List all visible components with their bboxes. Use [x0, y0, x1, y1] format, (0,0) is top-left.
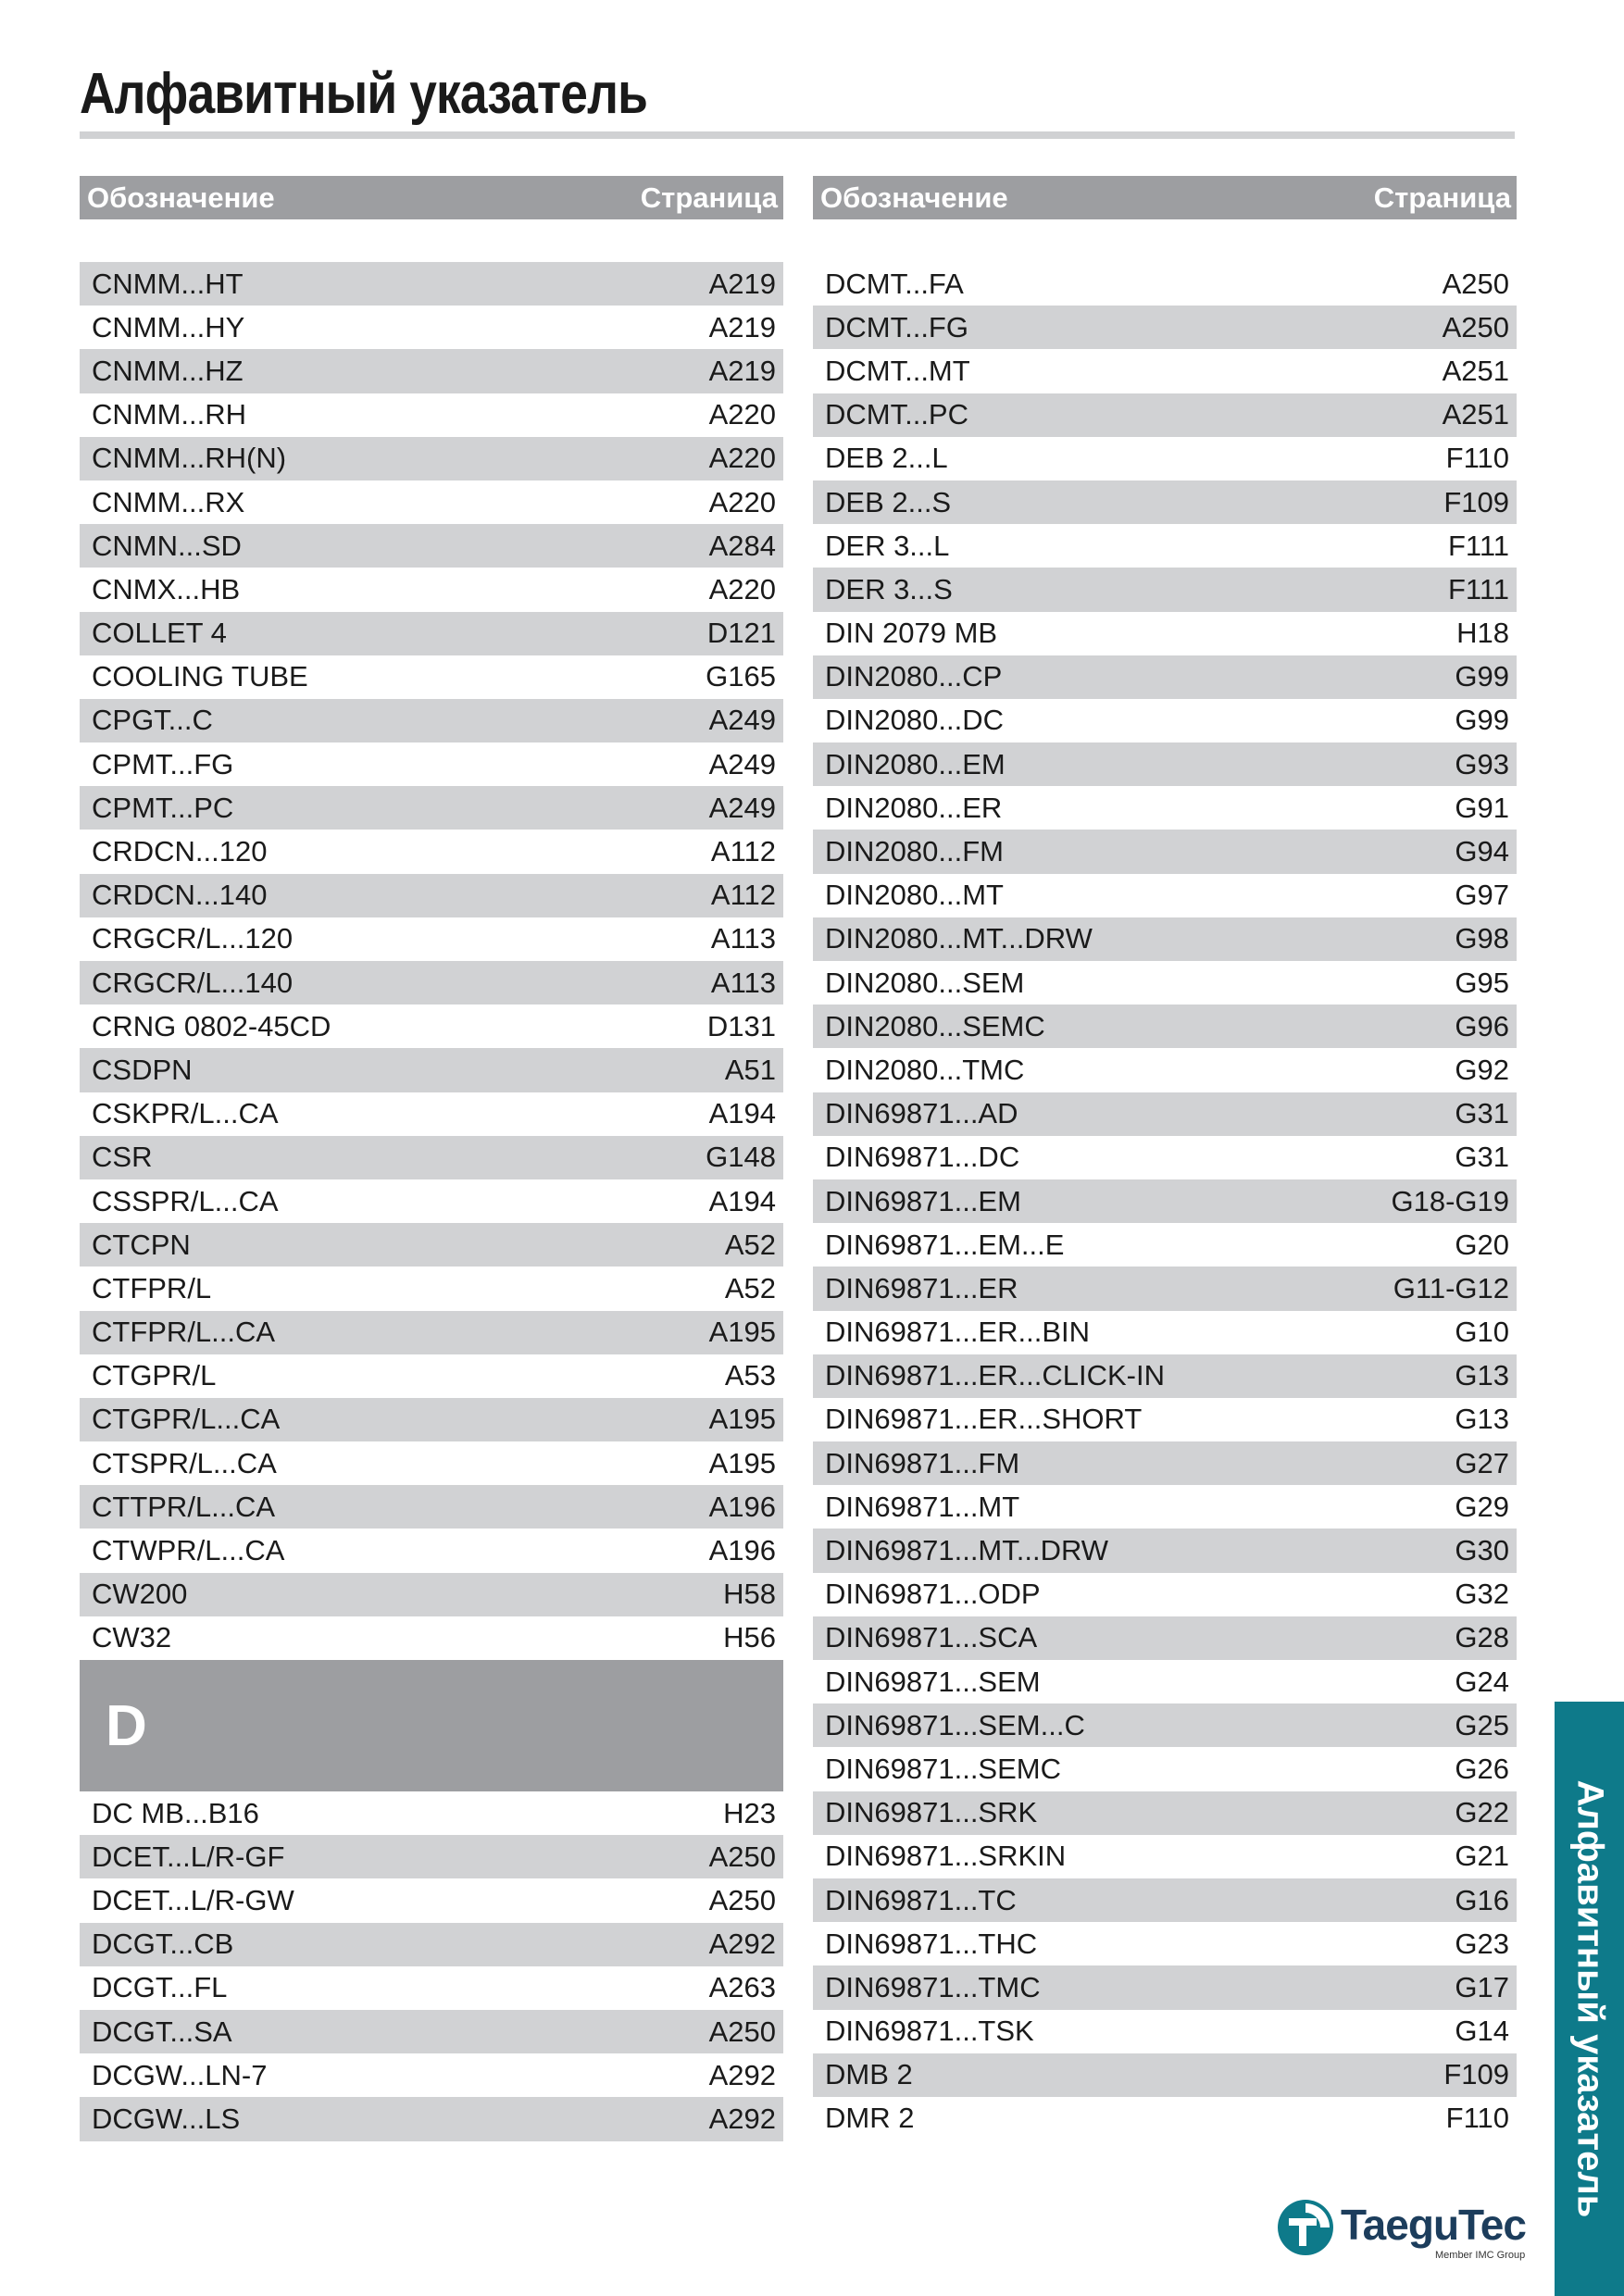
item-designation: DCGW...LS — [92, 2102, 241, 2135]
item-page: G97 — [1455, 879, 1509, 912]
item-page: A195 — [708, 1446, 776, 1479]
item-page: A292 — [708, 1928, 776, 1961]
item-page: A220 — [708, 398, 776, 431]
index-row — [813, 1529, 1517, 1572]
item-page: G30 — [1455, 1534, 1509, 1567]
item-designation: DIN69871...SCA — [825, 1621, 1038, 1654]
item-page: D131 — [706, 1009, 776, 1042]
index-row — [813, 1573, 1517, 1616]
item-designation: CTCPN — [92, 1228, 191, 1261]
item-designation: COLLET 4 — [92, 617, 227, 650]
index-row — [80, 1616, 783, 1660]
item-designation: DIN69871...ER...BIN — [825, 1316, 1091, 1349]
item-designation: CTGPR/L...CA — [92, 1403, 281, 1436]
index-row — [813, 2010, 1517, 2053]
item-designation: DIN69871...TSK — [825, 2015, 1034, 2048]
side-tab-label: Алфавитный указатель — [1569, 1779, 1610, 2218]
item-page: H56 — [723, 1621, 776, 1654]
index-row — [80, 1923, 783, 1966]
item-page: A220 — [708, 572, 776, 605]
index-list-d — [80, 1791, 783, 2141]
index-row — [813, 1004, 1517, 1048]
page-header: Страница — [640, 181, 778, 214]
item-page: G165 — [706, 660, 776, 693]
index-row — [813, 1703, 1517, 1747]
title-underline — [80, 131, 1515, 139]
item-page: F109 — [1443, 485, 1509, 518]
index-row — [80, 699, 783, 742]
index-row — [80, 1311, 783, 1354]
item-page: G99 — [1455, 704, 1509, 737]
index-row — [80, 742, 783, 786]
item-page: G28 — [1455, 1621, 1509, 1654]
index-row — [80, 830, 783, 873]
index-row — [80, 1048, 783, 1092]
item-page: A194 — [708, 1097, 776, 1130]
item-page: A292 — [708, 2102, 776, 2135]
item-designation: DIN69871...MT...DRW — [825, 1534, 1109, 1567]
index-list-c — [80, 262, 783, 1660]
item-page: A263 — [708, 1971, 776, 2004]
item-page: G18-G19 — [1391, 1184, 1509, 1217]
item-page: F110 — [1445, 2102, 1509, 2135]
index-row — [813, 2097, 1517, 2140]
item-page: A219 — [708, 310, 776, 343]
item-page: A51 — [724, 1053, 776, 1086]
item-designation: CNMM...HZ — [92, 354, 244, 387]
index-row — [813, 1179, 1517, 1223]
index-row — [813, 1616, 1517, 1660]
item-designation: DIN69871...SRK — [825, 1796, 1038, 1829]
item-page: A112 — [710, 879, 776, 912]
index-row — [813, 2053, 1517, 2097]
index-row — [80, 1354, 783, 1398]
item-designation: CTSPR/L...CA — [92, 1446, 277, 1479]
index-row — [813, 480, 1517, 524]
item-designation: CTTPR/L...CA — [92, 1490, 276, 1523]
taegutec-logo — [1276, 2198, 1526, 2265]
item-page: A250 — [1442, 310, 1509, 343]
logo-tagline: Member IMC Group — [1435, 2250, 1526, 2261]
item-designation: DIN2080...MT...DRW — [825, 922, 1093, 955]
item-designation: DMB 2 — [825, 2058, 913, 2091]
item-page: A219 — [708, 267, 776, 300]
designation-header: Обозначение — [87, 181, 275, 214]
item-designation: DIN69871...ER...SHORT — [825, 1403, 1143, 1436]
item-page: G16 — [1455, 1883, 1509, 1916]
index-row — [80, 1573, 783, 1616]
index-row — [80, 568, 783, 611]
item-page: H18 — [1456, 617, 1509, 650]
item-designation: DIN69871...DC — [825, 1141, 1020, 1174]
index-row — [813, 524, 1517, 568]
item-page: F111 — [1447, 529, 1509, 562]
item-page: G96 — [1455, 1009, 1509, 1042]
index-row — [80, 1441, 783, 1485]
index-row — [80, 1878, 783, 1922]
item-page: G98 — [1455, 922, 1509, 955]
item-designation: DIN69871...ER — [825, 1271, 1018, 1304]
item-page: F111 — [1447, 572, 1509, 605]
item-designation: CNMN...SD — [92, 529, 242, 562]
index-row — [813, 1791, 1517, 1835]
index-row — [813, 1136, 1517, 1179]
index-row — [813, 1267, 1517, 1310]
item-page: A249 — [708, 747, 776, 780]
item-page: G22 — [1455, 1796, 1509, 1829]
item-page: G148 — [706, 1141, 776, 1174]
item-page: A52 — [724, 1271, 776, 1304]
index-row — [80, 1485, 783, 1529]
item-page: G29 — [1455, 1490, 1509, 1523]
item-designation: DEB 2...L — [825, 442, 948, 475]
column-header — [80, 176, 783, 219]
index-row — [80, 1529, 783, 1572]
index-row — [813, 699, 1517, 742]
side-tab — [1555, 1702, 1624, 2296]
item-designation: DER 3...L — [825, 529, 950, 562]
item-designation: CTFPR/L...CA — [92, 1316, 276, 1349]
item-designation: DC MB...B16 — [92, 1796, 259, 1829]
index-row — [813, 742, 1517, 786]
index-row — [813, 1354, 1517, 1398]
page-header: Страница — [1373, 181, 1511, 214]
item-designation: CRDCN...120 — [92, 835, 268, 868]
item-page: G27 — [1455, 1446, 1509, 1479]
index-row — [80, 2097, 783, 2140]
item-page: A196 — [708, 1490, 776, 1523]
item-page: A284 — [708, 529, 776, 562]
item-designation: COOLING TUBE — [92, 660, 308, 693]
index-row — [80, 612, 783, 655]
item-page: A220 — [708, 485, 776, 518]
item-page: G25 — [1455, 1708, 1509, 1741]
index-row — [813, 1092, 1517, 1136]
item-designation: CSSPR/L...CA — [92, 1184, 279, 1217]
item-designation: CSR — [92, 1141, 153, 1174]
index-column-left — [80, 176, 783, 2141]
item-page: A250 — [1442, 267, 1509, 300]
index-row — [813, 1747, 1517, 1791]
section-letter-band — [80, 1660, 783, 1791]
index-row — [813, 1965, 1517, 2009]
index-row — [80, 1267, 783, 1310]
index-row — [813, 349, 1517, 393]
item-page: A249 — [708, 704, 776, 737]
item-page: G93 — [1455, 747, 1509, 780]
index-row — [813, 568, 1517, 611]
index-row — [80, 917, 783, 961]
item-designation: DIN2080...SEMC — [825, 1009, 1045, 1042]
item-designation: CRNG 0802-45CD — [92, 1009, 331, 1042]
index-row — [813, 393, 1517, 437]
header-spacer — [80, 219, 783, 262]
item-designation: CNMX...HB — [92, 572, 241, 605]
index-row — [80, 1092, 783, 1136]
item-designation: CNMM...HT — [92, 267, 244, 300]
item-designation: DIN69871...SEMC — [825, 1752, 1061, 1785]
item-designation: DIN2080...DC — [825, 704, 1004, 737]
index-row — [80, 262, 783, 306]
index-row — [80, 1136, 783, 1179]
item-designation: DCGT...CB — [92, 1928, 234, 1961]
item-page: G26 — [1455, 1752, 1509, 1785]
index-row — [813, 1223, 1517, 1267]
index-row — [813, 1441, 1517, 1485]
item-designation: CSKPR/L...CA — [92, 1097, 279, 1130]
item-page: A249 — [708, 791, 776, 824]
index-row — [80, 655, 783, 699]
item-designation: DIN69871...SEM...C — [825, 1708, 1085, 1741]
item-page: A250 — [708, 1883, 776, 1916]
item-page: H58 — [723, 1578, 776, 1611]
item-page: G31 — [1455, 1097, 1509, 1130]
item-designation: CNMM...HY — [92, 310, 245, 343]
item-designation: CRDCN...140 — [92, 879, 268, 912]
index-row — [80, 1835, 783, 1878]
item-designation: DIN69871...AD — [825, 1097, 1018, 1130]
item-page: F110 — [1445, 442, 1509, 475]
index-column-right — [813, 176, 1517, 2140]
item-page: G11-G12 — [1393, 1271, 1509, 1304]
index-row — [813, 830, 1517, 873]
item-designation: CTFPR/L — [92, 1271, 212, 1304]
item-page: G99 — [1455, 660, 1509, 693]
item-designation: DIN69871...SRKIN — [825, 1840, 1067, 1873]
item-designation: DIN2080...FM — [825, 835, 1004, 868]
logo-wordmark: TaeguTec — [1341, 2201, 1526, 2249]
item-designation: DIN2080...SEM — [825, 966, 1025, 999]
item-page: D121 — [706, 617, 776, 650]
item-page: A113 — [710, 966, 776, 999]
item-designation: DEB 2...S — [825, 485, 952, 518]
item-designation: DCGT...SA — [92, 2015, 232, 2048]
logo-mark-icon — [1276, 2198, 1335, 2257]
item-designation: DCMT...PC — [825, 398, 968, 431]
item-designation: DIN 2079 MB — [825, 617, 998, 650]
item-designation: CRGCR/L...140 — [92, 966, 294, 999]
item-page: A250 — [708, 2015, 776, 2048]
item-designation: CPMT...PC — [92, 791, 234, 824]
item-designation: DER 3...S — [825, 572, 953, 605]
item-page: A52 — [724, 1228, 776, 1261]
item-designation: DIN2080...TMC — [825, 1053, 1025, 1086]
index-row — [80, 437, 783, 480]
item-page: G21 — [1455, 1840, 1509, 1873]
item-page: G20 — [1455, 1228, 1509, 1261]
item-designation: CNMM...RH(N) — [92, 442, 287, 475]
item-designation: DIN69871...ODP — [825, 1578, 1041, 1611]
item-designation: DCMT...FA — [825, 267, 964, 300]
item-page: A250 — [708, 1840, 776, 1873]
index-row — [813, 786, 1517, 830]
designation-header: Обозначение — [820, 181, 1008, 214]
item-designation: CNMM...RH — [92, 398, 247, 431]
index-row — [80, 480, 783, 524]
item-page: G23 — [1455, 1927, 1509, 1960]
item-page: G92 — [1455, 1053, 1509, 1086]
item-page: G13 — [1455, 1403, 1509, 1436]
item-page: A251 — [1442, 398, 1509, 431]
item-page: G95 — [1455, 966, 1509, 999]
item-designation: CPMT...FG — [92, 747, 234, 780]
index-row — [813, 1660, 1517, 1703]
index-row — [80, 306, 783, 349]
item-designation: DIN2080...CP — [825, 660, 1003, 693]
index-row — [80, 2053, 783, 2097]
index-row — [813, 961, 1517, 1004]
item-designation: CTWPR/L...CA — [92, 1534, 285, 1567]
item-page: G32 — [1455, 1578, 1509, 1611]
index-row — [80, 1004, 783, 1048]
index-row — [813, 612, 1517, 655]
item-designation: DCGT...FL — [92, 1971, 228, 2004]
item-page: H23 — [723, 1796, 776, 1829]
index-row — [813, 1311, 1517, 1354]
item-designation: DCGW...LN-7 — [92, 2058, 268, 2091]
item-page: F109 — [1443, 2058, 1509, 2091]
index-row — [80, 1223, 783, 1267]
item-page: A195 — [708, 1403, 776, 1436]
item-designation: CW200 — [92, 1578, 188, 1611]
item-page: A251 — [1442, 354, 1509, 387]
index-row — [80, 393, 783, 437]
item-designation: CRGCR/L...120 — [92, 922, 294, 955]
index-row — [80, 1966, 783, 2010]
index-row — [80, 1398, 783, 1441]
index-row — [80, 524, 783, 568]
item-designation: CSDPN — [92, 1053, 193, 1086]
index-row — [80, 349, 783, 393]
item-designation: DIN2080...ER — [825, 791, 1003, 824]
index-row — [813, 262, 1517, 306]
index-row — [813, 1835, 1517, 1878]
item-designation: DIN69871...SEM — [825, 1665, 1041, 1698]
item-designation: DCMT...FG — [825, 310, 968, 343]
index-row — [813, 1398, 1517, 1441]
item-page: A194 — [708, 1184, 776, 1217]
item-designation: CPGT...C — [92, 704, 213, 737]
index-row — [80, 786, 783, 830]
item-designation: DIN69871...EM — [825, 1184, 1021, 1217]
item-page: A292 — [708, 2058, 776, 2091]
item-designation: DIN69871...TC — [825, 1883, 1017, 1916]
item-page: G91 — [1455, 791, 1509, 824]
item-designation: DCET...L/R-GW — [92, 1883, 294, 1916]
index-row — [813, 917, 1517, 961]
item-designation: DCMT...MT — [825, 354, 970, 387]
item-page: G94 — [1455, 835, 1509, 868]
item-designation: CW32 — [92, 1621, 172, 1654]
item-page: A53 — [724, 1359, 776, 1392]
item-designation: DMR 2 — [825, 2102, 915, 2135]
item-designation: DIN69871...ER...CLICK-IN — [825, 1359, 1165, 1392]
index-row — [80, 961, 783, 1004]
item-page: A112 — [710, 835, 776, 868]
item-designation: DCET...L/R-GF — [92, 1840, 285, 1873]
item-page: A220 — [708, 442, 776, 475]
header-spacer — [813, 219, 1517, 262]
item-page: G13 — [1455, 1359, 1509, 1392]
item-page: G14 — [1455, 2015, 1509, 2048]
item-designation: DIN2080...MT — [825, 879, 1004, 912]
item-page: G31 — [1455, 1141, 1509, 1174]
item-designation: DIN2080...EM — [825, 747, 1006, 780]
item-page: G10 — [1455, 1316, 1509, 1349]
index-row — [813, 1922, 1517, 1965]
index-row — [813, 306, 1517, 349]
index-row — [80, 1791, 783, 1835]
page-title: Алфавитный указатель — [80, 62, 648, 126]
index-row — [813, 437, 1517, 480]
item-page: G17 — [1455, 1970, 1509, 2003]
item-page: A113 — [710, 922, 776, 955]
column-header — [813, 176, 1517, 219]
index-row — [80, 1179, 783, 1223]
item-designation: DIN69871...FM — [825, 1446, 1020, 1479]
index-row — [813, 1878, 1517, 1922]
item-designation: DIN69871...MT — [825, 1490, 1020, 1523]
index-row — [813, 874, 1517, 917]
item-designation: DIN69871...TMC — [825, 1970, 1041, 2003]
index-row — [813, 1048, 1517, 1092]
item-designation: DIN69871...EM...E — [825, 1228, 1065, 1261]
index-list-right — [813, 262, 1517, 2140]
item-page: G24 — [1455, 1665, 1509, 1698]
index-row — [80, 874, 783, 917]
index-row — [813, 655, 1517, 699]
item-designation: DIN69871...THC — [825, 1927, 1038, 1960]
index-row — [813, 1485, 1517, 1529]
item-designation: CTGPR/L — [92, 1359, 217, 1392]
item-designation: CNMM...RX — [92, 485, 245, 518]
item-page: A196 — [708, 1534, 776, 1567]
section-letter: D — [106, 1693, 147, 1758]
item-page: A219 — [708, 354, 776, 387]
item-page: A195 — [708, 1316, 776, 1349]
index-row — [80, 2010, 783, 2053]
